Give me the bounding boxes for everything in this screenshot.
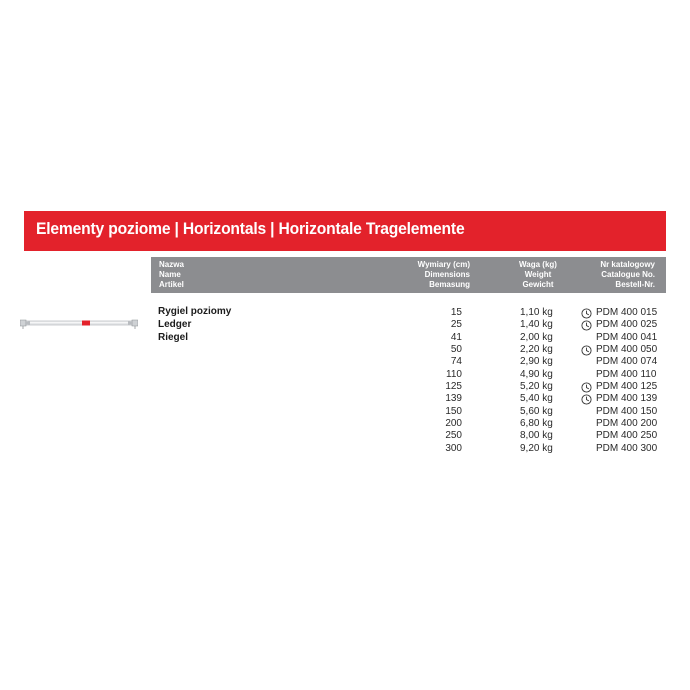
clock-icon	[581, 382, 592, 393]
catalogue-number-cell: PDM 400 015	[596, 307, 658, 318]
dimension-cell: 74	[450, 356, 462, 368]
section-title: Elementy poziome | Horizontals | Horizontale Tragelemente	[36, 219, 465, 238]
catalogue-number-cell: PDM 400 200	[596, 418, 658, 430]
weight-cell: 2,20 kg	[520, 344, 553, 356]
header-label: Artikel	[159, 280, 184, 289]
table-row	[0, 319, 690, 331]
dimension-cell: 50	[450, 344, 462, 356]
dimension-cell: 125	[445, 381, 462, 393]
weight-cell: 6,80 kg	[520, 418, 553, 430]
section-banner	[24, 211, 666, 251]
weight-cell: 4,90 kg	[520, 368, 553, 380]
weight-cell: 5,60 kg	[520, 405, 553, 417]
clock-icon	[581, 308, 592, 319]
header-dimensions-column	[418, 260, 470, 290]
table-row	[0, 418, 690, 430]
table-header	[151, 257, 666, 293]
catalogue-number-cell: PDM 400 300	[596, 442, 658, 454]
weight-cell: 2,90 kg	[520, 356, 553, 368]
table-row	[0, 406, 690, 418]
weight-cell: 1,40 kg	[520, 319, 553, 331]
catalogue-number-cell: PDM 400 041	[596, 331, 658, 343]
product-name-de: Riegel	[158, 332, 189, 343]
header-name-column	[159, 260, 184, 290]
weight-cell: 5,40 kg	[520, 393, 553, 405]
header-label: Dimensions	[424, 270, 470, 279]
table-row	[0, 356, 690, 368]
dimension-cell: 150	[445, 405, 462, 417]
weight-cell: 9,20 kg	[520, 442, 553, 454]
product-name-en: Ledger	[158, 319, 192, 330]
table-row	[0, 393, 690, 405]
weight-cell: 8,00 kg	[520, 430, 553, 442]
table-row	[0, 381, 690, 393]
header-label: Nazwa	[159, 260, 184, 269]
table-row	[0, 344, 690, 356]
dimension-cell: 200	[445, 418, 462, 430]
catalogue-number-cell: PDM 400 074	[596, 356, 658, 368]
header-label: Bemasung	[429, 280, 470, 289]
dimension-cell: 110	[446, 368, 462, 380]
catalogue-number-cell: PDM 400 150	[596, 405, 658, 417]
weight-cell: 1,10 kg	[520, 307, 553, 318]
dimension-cell: 41	[450, 331, 462, 343]
catalogue-number-cell: PDM 400 025	[596, 319, 658, 331]
catalogue-number-cell: PDM 400 139	[596, 393, 658, 405]
header-label: Catalogue No.	[601, 270, 655, 279]
product-name-pl: Rygiel poziomy	[158, 306, 232, 317]
table-row	[0, 332, 690, 344]
dimension-cell: 15	[450, 307, 462, 318]
header-weight-column	[503, 260, 573, 290]
dimension-cell: 139	[445, 393, 462, 405]
clock-icon	[581, 394, 592, 405]
dimension-cell: 300	[445, 442, 462, 454]
weight-cell: 2,00 kg	[520, 331, 553, 343]
header-label: Bestell-Nr.	[615, 280, 655, 289]
header-label: Wymiary (cm)	[417, 260, 470, 269]
header-label: Waga (kg)	[519, 260, 557, 269]
clock-icon	[581, 345, 592, 356]
header-label: Weight	[524, 270, 552, 279]
catalogue-number-cell: PDM 400 250	[596, 430, 658, 442]
header-label: Name	[159, 270, 181, 279]
catalogue-number-cell: PDM 400 125	[596, 381, 658, 393]
dimension-cell: 250	[445, 430, 462, 442]
table-row	[0, 430, 690, 442]
table-row	[0, 369, 690, 381]
dimension-cell: 25	[450, 319, 462, 331]
table-row	[0, 307, 690, 319]
header-catalogue-column	[600, 260, 655, 290]
table-row	[0, 443, 690, 455]
catalogue-number-cell: PDM 400 110	[596, 368, 657, 380]
header-label: Nr katalogowy	[600, 260, 655, 269]
weight-cell: 5,20 kg	[520, 381, 553, 393]
catalogue-number-cell: PDM 400 050	[596, 344, 658, 356]
table-body	[0, 307, 690, 455]
clock-icon	[581, 320, 592, 331]
header-label: Gewicht	[522, 280, 554, 289]
